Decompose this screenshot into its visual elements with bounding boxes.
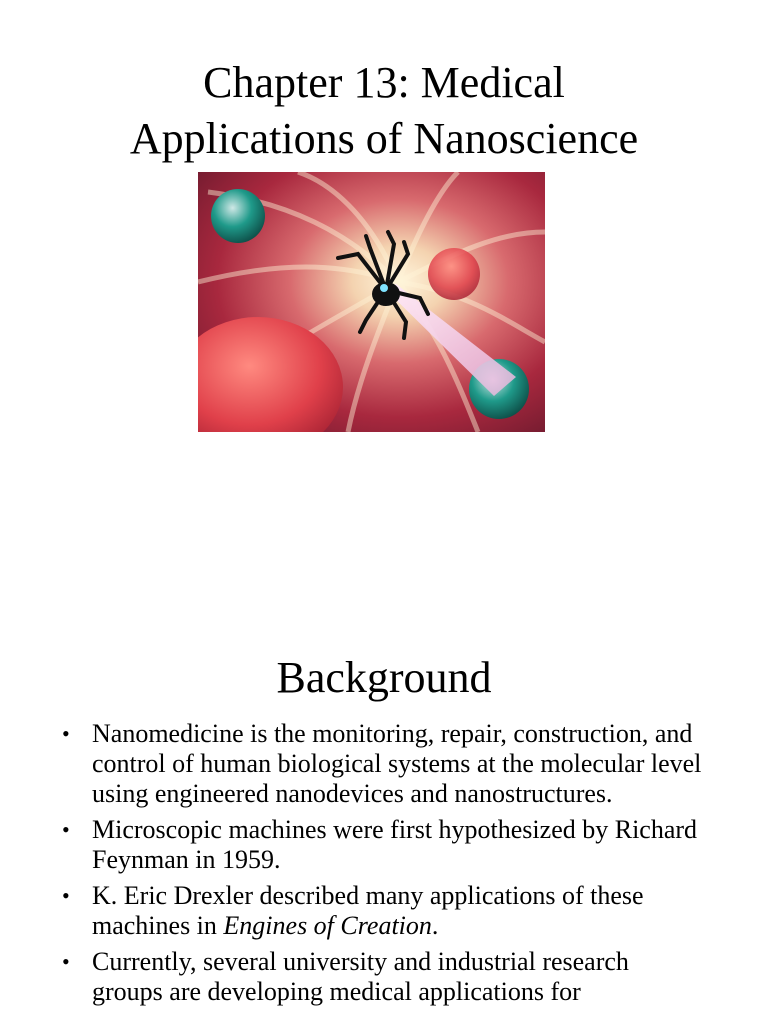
bullet-glyph: • [62,883,70,908]
bullet-text: Microscopic machines were first hypothesized by Richard Feynman in 1959. [92,815,698,874]
slide-title-line-2: Applications of Nanoscience [129,114,639,163]
bullet-text [92,881,644,940]
bullet-list [62,719,702,1013]
bullet-glyph: • [62,721,70,746]
bullet-glyph: • [62,817,70,842]
slide-title-line-1: Chapter 13: Medical [203,58,565,107]
bullet-item [62,815,702,875]
book-title: Engines of Creation [223,911,432,940]
bullet-glyph: • [62,949,70,974]
bullet-item [62,947,702,1007]
bullet-text-after: . [431,911,439,940]
bullet-item [62,881,702,941]
slide-title [0,55,768,167]
nanorobot-illustration [198,172,545,432]
bullet-text: Nanomedicine is the monitoring, repair, construction, and control of human biological systems at the molecular level using engineered nanodevices and nanostructures. [92,719,702,808]
bullet-text: Currently, several university and industrial research groups are developing medical applications for [92,947,629,1006]
bullet-text-before: K. Eric Drexler described many applications of these machines in [92,881,644,940]
section-title: Background [276,653,492,702]
bullet-item [62,719,702,809]
